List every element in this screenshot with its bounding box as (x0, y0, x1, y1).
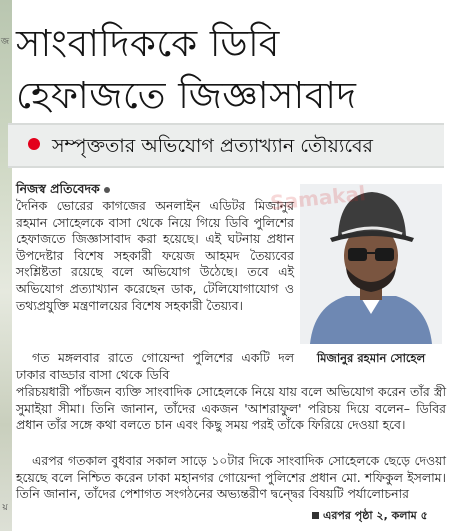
continued-note (312, 507, 428, 526)
square-bullet-icon (312, 512, 319, 519)
edge-mark-bottom: য় (2, 503, 8, 513)
headline-line-2: হেফাজতে জিজ্ঞাসাবাদ (16, 74, 357, 117)
continued-text: এরপর পৃষ্ঠা ২, কলাম ৫ (323, 509, 428, 522)
adjacent-page-edge (0, 0, 12, 531)
portrait-illustration-icon (300, 184, 442, 344)
bullet-dot-icon (28, 138, 40, 150)
paragraph-3: এরপর গতকাল বুধবার সকাল সাড়ে ১০টার দিকে সাংবাদিক সোহেলকে ছেড়ে দেওয়া হয়েছে বলে নিশ্চিত করেন ঢাকা মহানগর গোয়েন্দা পুলিশের প্রধান মো. শফিকুল ইসলাম। তিনি জানান, তাঁদের পেশাগত সংগঠনের অভ্যন্তরীণ দ্বন্দ্বের বিষয়টি পর্যালোচনার (16, 453, 446, 502)
edge-mark-top: জ (0, 37, 10, 47)
headline (16, 18, 436, 122)
paragraph-2-rest: পরিচয়ধারী পাঁচজন ব্যক্তি সাংবাদিক সোহেলকে নিয়ে যায় বলে অভিযোগ করেন তাঁর স্ত্রী সুমাইয়া সীমা। তিনি জানান, তাঁদের একজন 'আশরাফুল' পরিচয় দিয়ে বলেন– ডিবির প্রধান তাঁর সঙ্গে কথা বলতে চান এবং কিছু সময় পরই তাঁকে ফিরিয়ে দেওয়া হবে। (16, 384, 446, 433)
portrait-photo (300, 184, 442, 344)
paragraph-2-start: গত মঙ্গলবার রাতে গোয়েন্দা পুলিশের একটি দল ঢাকার বাড্ডার বাসা থেকে ডিবি (16, 350, 294, 382)
subheadline-bar (8, 123, 444, 168)
photo-caption: মিজানুর রহমান সোহেল (316, 351, 426, 365)
subheadline: সম্পৃক্ততার অভিযোগ প্রত্যাখ্যান তৌয়্যবের (52, 135, 374, 157)
byline-text: নিজস্ব প্রতিবেদক (16, 181, 100, 196)
headline-line-1: সাংবাদিককে ডিবি (16, 22, 280, 65)
byline-dot-icon (104, 187, 110, 193)
paragraph-1: দৈনিক ভোরের কাগজের অনলাইন এডিটর মিজানুর রহমান সোহেলকে বাসা থেকে নিয়ে গিয়ে ডিবি পুলিশের হেফাজতে জিজ্ঞাসাবাদ করা হয়েছে। এই ঘটনায় প্রধান উপদেষ্টার বিশেষ সহকারী ফয়েজ আহমদ তৈয়্যবের সংশ্লিষ্টতা রয়েছে বলে অভিযোগ উঠেছে। তবে এই অভিযোগ প্রত্যাখ্যান করেছেন ডাক, টেলিযোগাযোগ ও তথ্যপ্রযুক্তি মন্ত্রণালয়ের বিশেষ সহকারী তৈয়্যব। (16, 198, 294, 313)
